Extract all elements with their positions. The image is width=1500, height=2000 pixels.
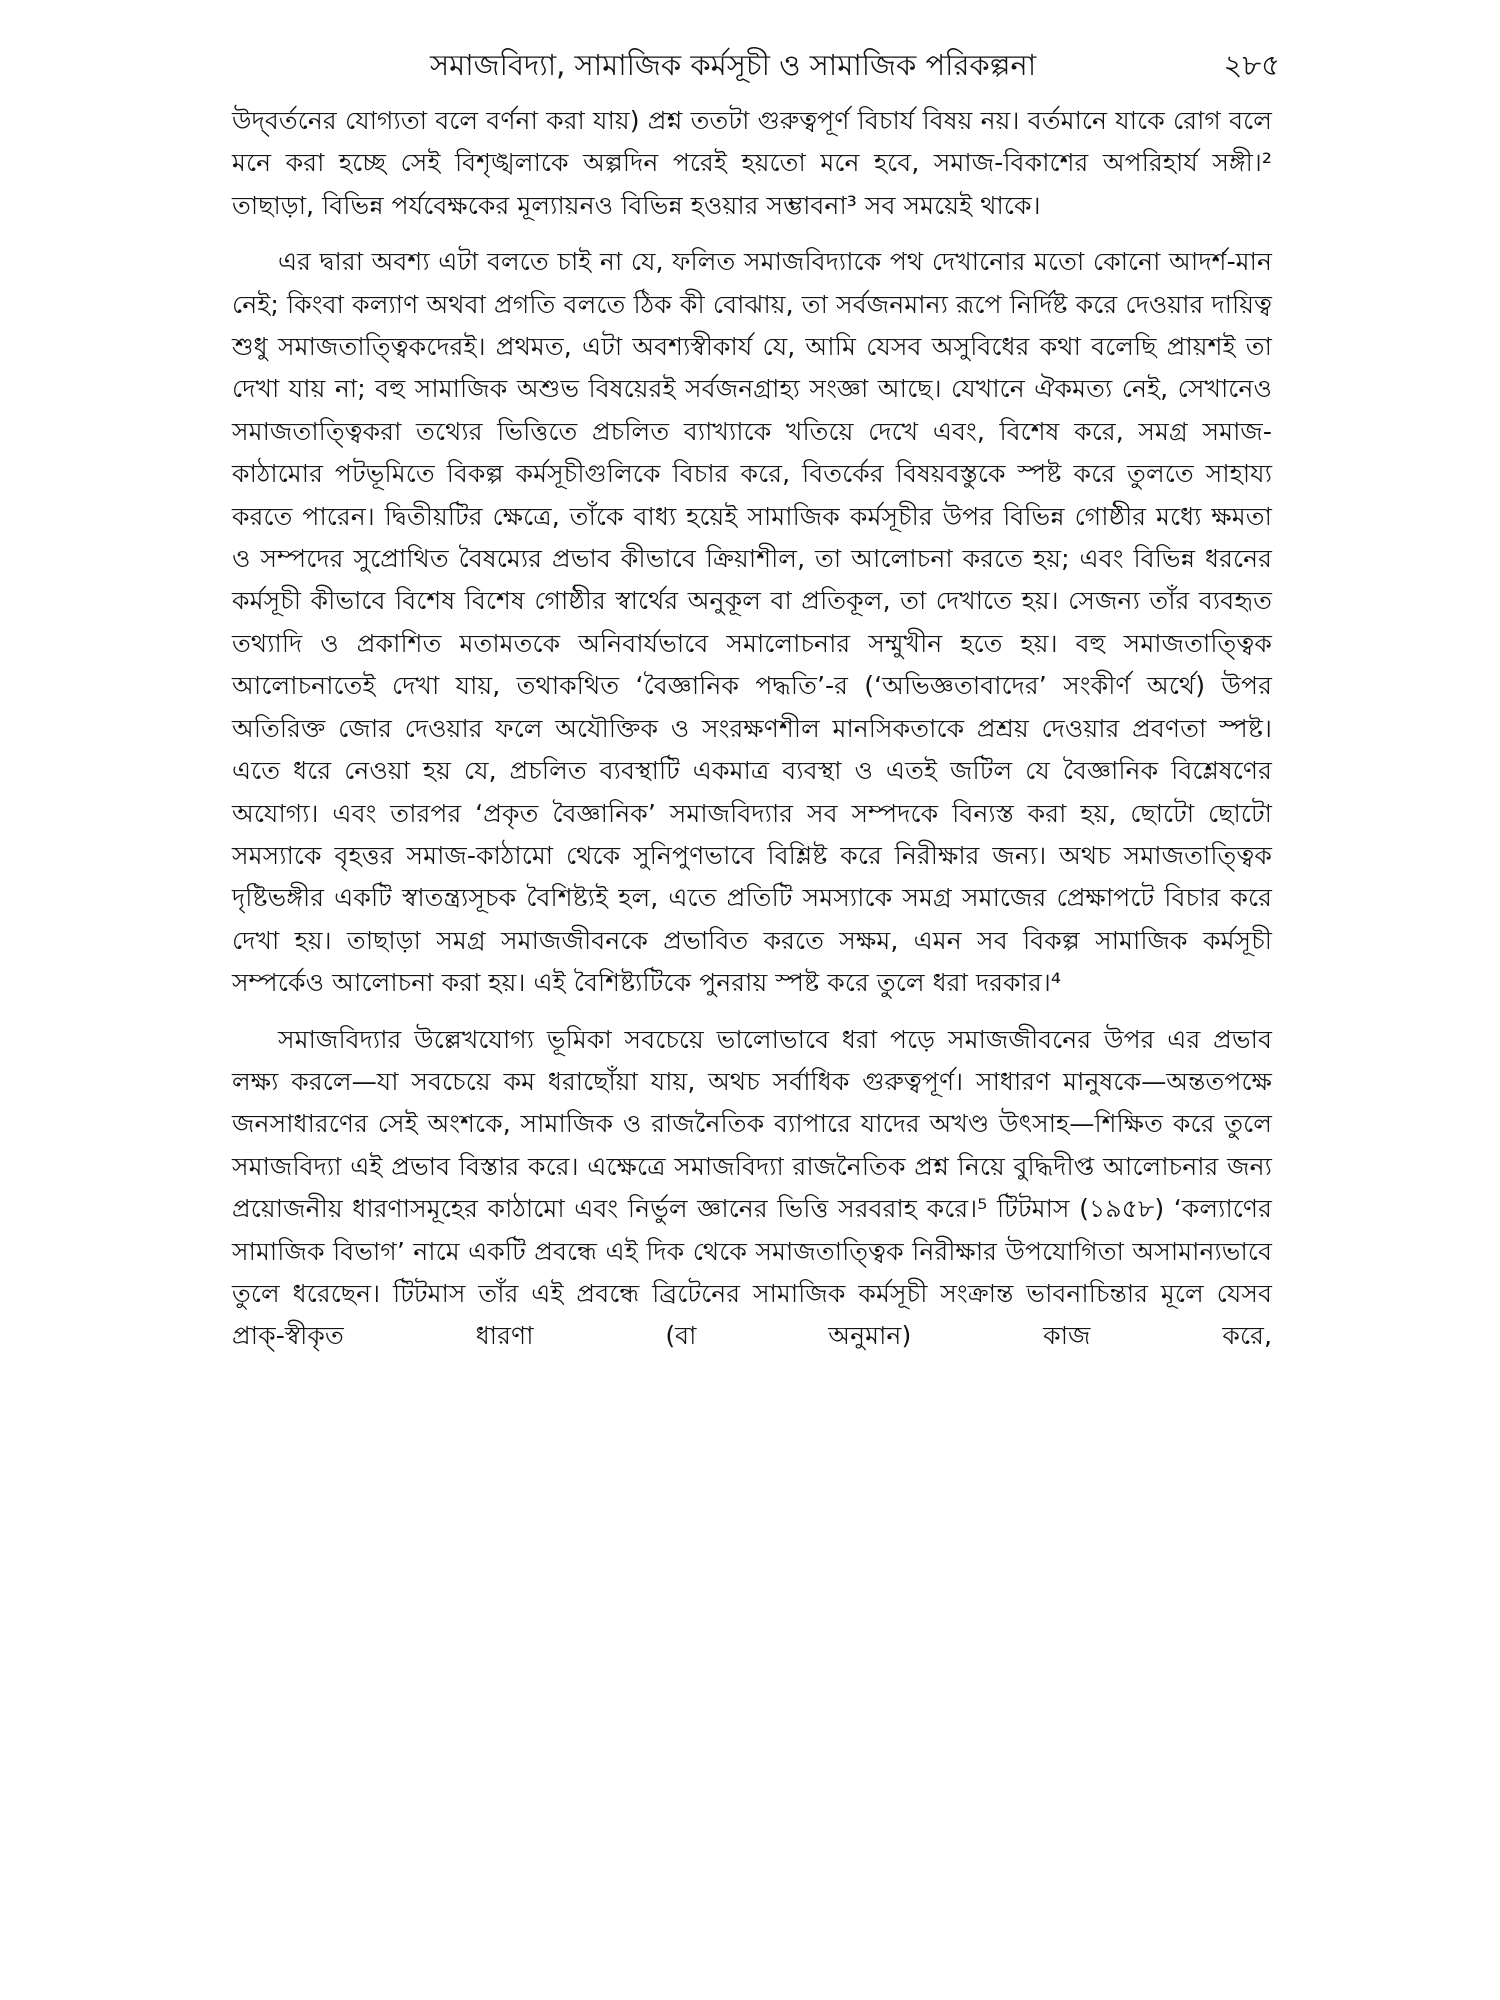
page-number: ২৮৫ bbox=[1223, 48, 1280, 82]
paragraph: উদ্‌বর্তনের যোগ্যতা বলে বর্ণনা করা যায়) প্রশ্ন ততটা গুরুত্বপূর্ণ বিচার্য বিষয় নয়। বর্তমানে যাকে রোগ বলে মনে করা হচ্ছে সেই বিশৃঙ্খলাকে অল্পদিন পরেই হয়তো মনে হবে, সমাজ-বিকাশের অপরিহার্য সঙ্গী।² তাছাড়া, বিভিন্ন পর্যবেক্ষকের মূল্যায়নও বিভিন্ন হওয়ার সম্ভাবনা³ সব সময়েই থাকে। bbox=[232, 106, 1272, 220]
running-header bbox=[190, 40, 1290, 90]
body-text bbox=[232, 100, 1272, 1358]
paragraph: সমাজবিদ্যার উল্লেখযোগ্য ভূমিকা সবচেয়ে ভালোভাবে ধরা পড়ে সমাজজীবনের উপর এর প্রভাব লক্ষ্য করলে—যা সবচেয়ে কম ধরাছোঁয়া যায়, অথচ সর্বাধিক গুরুত্বপূর্ণ। সাধারণ মানুষকে—অন্ততপক্ষে জনসাধারণের সেই অংশকে, সামাজিক ও রাজনৈতিক ব্যাপারে যাদের অখণ্ড উৎসাহ—শিক্ষিত করে তুলে সমাজবিদ্যা এই প্রভাব বিস্তার করে। এক্ষেত্রে সমাজবিদ্যা রাজনৈতিক প্রশ্ন নিয়ে বুদ্ধিদীপ্ত আলোচনার জন্য প্রয়োজনীয় ধারণাসমূহের কাঠামো এবং নির্ভুল জ্ঞানের ভিত্তি সরবরাহ করে।⁵ টিটমাস (১৯৫৮) ‘কল্যাণের সামাজিক বিভাগ’ নামে একটি প্রবন্ধে এই দিক থেকে সমাজতাত্ত্বিক নিরীক্ষার উপযোগিতা অসামান্যভাবে তুলে ধরেছেন। টিটমাস তাঁর এই প্রবন্ধে ব্রিটেনের সামাজিক কর্মসূচী সংক্রান্ত ভাবনাচিন্তার মূলে যেসব প্রাক্-স্বীকৃত ধারণা (বা অনুমান) কাজ করে, bbox=[232, 1024, 1272, 1351]
paragraph: এর দ্বারা অবশ্য এটা বলতে চাই না যে, ফলিত সমাজবিদ্যাকে পথ দেখানোর মতো কোনো আদর্শ-মান নেই; কিংবা কল্যাণ অথবা প্রগতি বলতে ঠিক কী বোঝায়, তা সর্বজনমান্য রূপে নির্দিষ্ট করে দেওয়ার দায়িত্ব শুধু সমাজতাত্ত্বিকদেরই। প্রথমত, এটা অবশ্যস্বীকার্য যে, আমি যেসব অসুবিধের কথা বলেছি প্রায়শই তা দেখা যায় না; বহু সামাজিক অশুভ বিষয়েরই সর্বজনগ্রাহ্য সংজ্ঞা আছে। যেখানে ঐকমত্য নেই, সেখানেও সমাজতাত্ত্বিকরা তথ্যের ভিত্তিতে প্রচলিত ব্যাখ্যাকে খতিয়ে দেখে এবং, বিশেষ করে, সমগ্র সমাজ-কাঠামোর পটভূমিতে বিকল্প কর্মসূচীগুলিকে বিচার করে, বিতর্কের বিষয়বস্তুকে স্পষ্ট করে তুলতে সাহায্য করতে পারেন। দ্বিতীয়টির ক্ষেত্রে, তাঁকে বাধ্য হয়েই সামাজিক কর্মসূচীর উপর বিভিন্ন গোষ্ঠীর মধ্যে ক্ষমতা ও সম্পদের সুপ্রোথিত বৈষম্যের প্রভাব কীভাবে ক্রিয়াশীল, তা আলোচনা করতে হয়; এবং বিভিন্ন ধরনের কর্মসূচী কীভাবে বিশেষ বিশেষ গোষ্ঠীর স্বার্থের অনুকূল বা প্রতিকূল, তা দেখাতে হয়। সেজন্য তাঁর ব্যবহৃত তথ্যাদি ও প্রকাশিত মতামতকে অনিবার্যভাবে সমালোচনার সম্মুখীন হতে হয়। বহু সমাজতাত্ত্বিক আলোচনাতেই দেখা যায়, তথাকথিত ‘বৈজ্ঞানিক পদ্ধতি’-র (‘অভিজ্ঞতাবাদের’ সংকীর্ণ অর্থে) উপর অতিরিক্ত জোর দেওয়ার ফলে অযৌক্তিক ও সংরক্ষণশীল মানসিকতাকে প্রশ্রয় দেওয়ার প্রবণতা স্পষ্ট। এতে ধরে নেওয়া হয় যে, প্রচলিত ব্যবস্থাটি একমাত্র ব্যবস্থা ও এতই জটিল যে বৈজ্ঞানিক বিশ্লেষণের অযোগ্য। এবং তারপর ‘প্রকৃত বৈজ্ঞানিক’ সমাজবিদ্যার সব সম্পদকে বিন্যস্ত করা হয়, ছোটো ছোটো সমস্যাকে বৃহত্তর সমাজ-কাঠামো থেকে সুনিপুণভাবে বিশ্লিষ্ট করে নিরীক্ষার জন্য। অথচ সমাজতাত্ত্বিক দৃষ্টিভঙ্গীর একটি স্বাতন্ত্র্যসূচক বৈশিষ্ট্যই হল, এতে প্রতিটি সমস্যাকে সমগ্র সমাজের প্রেক্ষাপটে বিচার করে দেখা হয়। তাছাড়া সমগ্র সমাজজীবনকে প্রভাবিত করতে সক্ষম, এমন সব বিকল্প সামাজিক কর্মসূচী সম্পর্কেও আলোচনা করা হয়। এই বৈশিষ্ট্যটিকে পুনরায় স্পষ্ট করে তুলে ধরা দরকার।⁴ bbox=[232, 247, 1272, 998]
chapter-title: সমাজবিদ্যা, সামাজিক কর্মসূচী ও সামাজিক পরিকল্পনা bbox=[430, 48, 1037, 82]
